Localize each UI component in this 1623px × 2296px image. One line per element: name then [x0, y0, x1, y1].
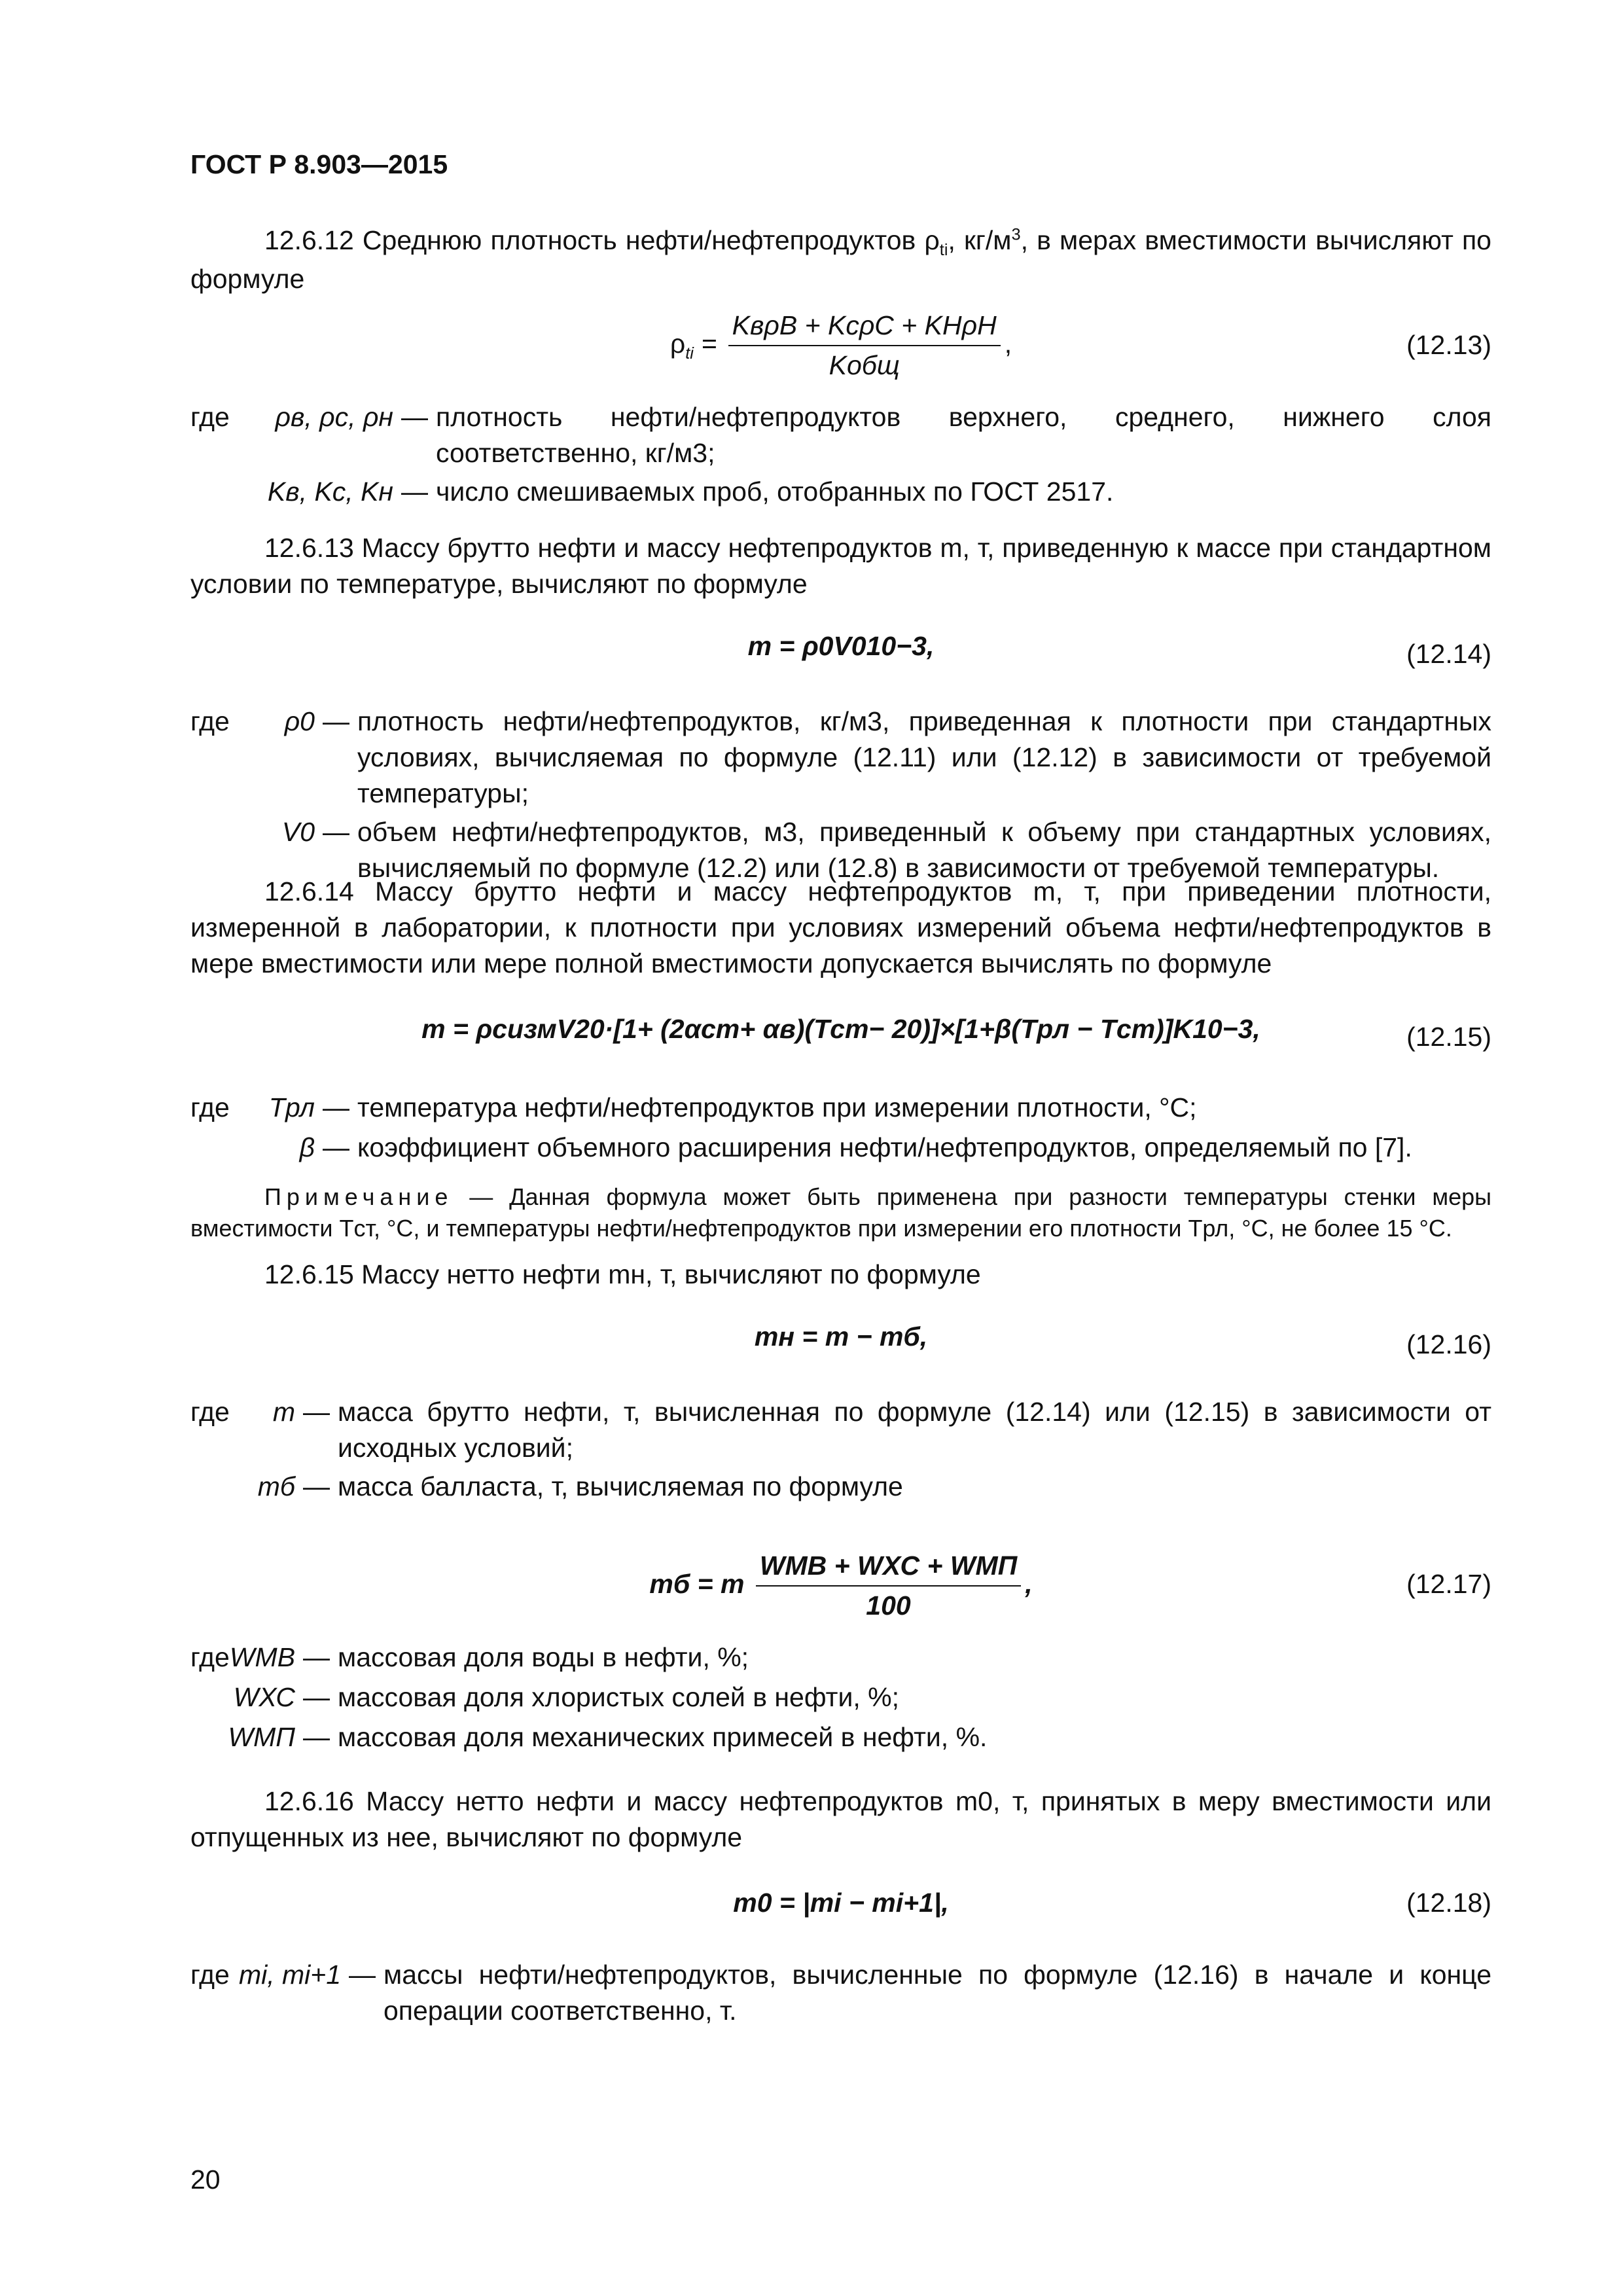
formula-12-15: m = ρсизмV20·[1+ (2αст+ αв)(Tст− 20)]×[1+β(Tрл − Tст)]K10−3, (12.15) — [190, 1011, 1491, 1096]
note-label: Примечание — [264, 1183, 454, 1210]
formula-12-14: m = ρ0V010−3, (12.14) — [190, 628, 1491, 713]
paragraph-12-6-13: 12.6.13 Массу брутто нефти и массу нефтепродуктов m, т, приведенную к массе при стандартном условии по температуре, вычисляют по формуле — [190, 533, 1491, 599]
page-number: 20 — [190, 2164, 221, 2195]
note-block: Примечание — Данная формула может быть применена при разности температуры стенки меры вместимости Tст, °C, и температуры нефти/нефтепродуктов при измерении его плотности Tрл, °C, не более 15 °C. — [190, 1183, 1491, 1242]
formula-12-13: $\rho_{ti}$ = $\frac{\text{KвρВ + KсρС + KНρН}}{\text{Kобщ}}$ , (12.13) — [190, 308, 1491, 393]
paragraph-12-6-15: 12.6.15 Массу нетто нефти mн, т, вычисляют по формуле — [264, 1259, 981, 1289]
where-list-12-14: где ρ0 — плотность нефти/нефтепродуктов, кг/м3, приведенная к плотности при стандартных условиях, вычисляемая по формуле (12.11) или (12.12) в зависимости от требуемой температуры; V0 — объем нефти/нефтепродуктов, м3, приведенный к объему при стандартных условиях, вычисляемый по формуле (12.2) или (12.8) в зависимости от требуемой температуры. — [190, 706, 1491, 883]
equation-number: (12.13) — [1406, 330, 1491, 360]
where-list-12-13: где ρв, ρс, ρн — плотность нефти/нефтепродуктов верхнего, среднего, нижнего слоя соответственно, кг/м3; Kв, Kс, Kн — число смешиваемых проб, отобранных по ГОСТ 2517. — [190, 402, 1491, 507]
equation-number: (12.18) — [1406, 1888, 1491, 1918]
paragraph-12-6-14: 12.6.14 Массу брутто нефти и массу нефтепродуктов m, т, при приведении плотности, измеренной в лаборатории, к плотности при условиях измерений объема нефти/нефтепродуктов в мере вместимости или мере полной вместимости допускается вычислять по формуле — [190, 876, 1491, 978]
where-list-12-16: где m — масса брутто нефти, т, вычисленная по формуле (12.14) или (12.15) в зависимости от исходных условий; mб — масса балласта, т, вычисляемая по формуле — [190, 1397, 1491, 1501]
formula-12-18: m0 = |mi − mi+1|, (12.18) — [190, 1885, 1491, 1970]
formula-12-17: mб = m $\frac{\text{WМВ + WХС + WМП}}{100}$ , (12.17) — [190, 1548, 1491, 1633]
equation-number: (12.14) — [1406, 639, 1491, 669]
where-list-12-18: где mi, mi+1 — массы нефти/нефтепродуктов, вычисленные по формуле (12.16) в начале и конце операции соответственно, т. — [190, 1960, 1491, 2026]
where-list-12-15: где Tрл — температура нефти/нефтепродуктов при измерении плотности, °C; β — коэффициент объемного расширения нефти/нефтепродуктов, определяемый по [7]. — [190, 1092, 1412, 1162]
equation-number: (12.17) — [1406, 1569, 1491, 1599]
where-list-12-17: где WМВ — массовая доля воды в нефти, %; WХС — массовая доля хлористых солей в нефти, %; WМП — массовая доля механических примесей в нефти, %. — [190, 1642, 988, 1752]
paragraph-12-6-16: 12.6.16 Массу нетто нефти и массу нефтепродуктов m0, т, принятых в меру вместимости или отпущенных из нее, вычисляют по формуле — [190, 1786, 1491, 1852]
formula-12-16: mн = m − mб, (12.16) — [190, 1319, 1491, 1404]
document-header: ГОСТ Р 8.903—2015 — [190, 149, 448, 179]
equation-number: (12.16) — [1406, 1329, 1491, 1359]
paragraph-12-6-12: 12.6.12 Среднюю плотность нефти/нефтепродуктов $\rho_{ti}$, $кг/м^3$, в мерах вместимости вычисляют по формуле — [190, 225, 1491, 295]
equation-number: (12.15) — [1406, 1022, 1491, 1052]
